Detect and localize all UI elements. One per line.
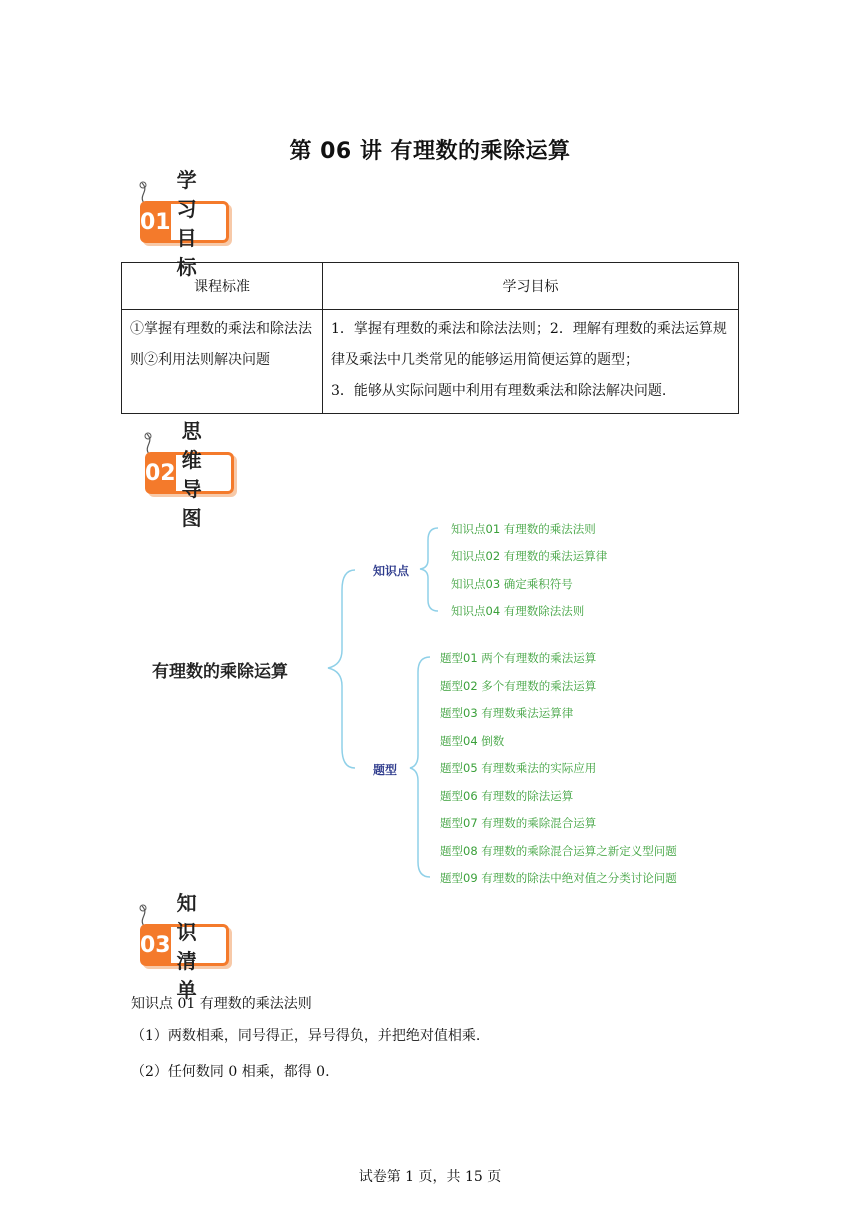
table-cell-standard: ①掌握有理数的乘法和除法法则②利用法则解决问题 [122,310,323,414]
section-number: 01 [140,201,171,243]
mindmap-knowledge-item: 知识点04 有理数除法法则 [451,604,585,618]
section-label: 知识清单 [171,924,229,966]
knowledge-rule: （2）任何数同 0 相乘，都得 0. [131,1064,330,1080]
mindmap-type-item: 题型03 有理数乘法运算律 [440,706,574,720]
objective-line: 1．掌握有理数的乘法和除法法则；2．理解有理数的乘法运算规律及乘法中几类常见的能够运用简便运算的题型； [331,321,727,368]
mindmap-type-node: 题型 [373,763,398,777]
knowledge-rule: （1）两数相乘，同号得正，异号得负，并把绝对值相乘. [131,1028,481,1044]
mindmap-root: 有理数的乘除运算 [152,662,288,682]
mindmap-type-item: 题型08 有理数的乘除混合运算之新定义型问题 [440,844,677,858]
mindmap-type-item: 题型01 两个有理数的乘法运算 [440,651,597,665]
mindmap-type-item: 题型02 多个有理数的乘法运算 [440,679,597,693]
mindmap-type-item: 题型07 有理数的乘除混合运算 [440,816,597,830]
table-header-objectives: 学习目标 [323,263,739,310]
mindmap-type-item: 题型05 有理数乘法的实际应用 [440,761,597,775]
mindmap-type-item: 题型04 倒数 [440,734,505,748]
section-number: 03 [140,924,171,966]
mindmap-knowledge-item: 知识点01 有理数的乘法法则 [451,522,596,536]
mindmap-type-item: 题型09 有理数的除法中绝对值之分类讨论问题 [440,871,677,885]
mindmap-type-item: 题型06 有理数的除法运算 [440,789,574,803]
page-title: 第 06 讲 有理数的乘除运算 [289,139,571,164]
knowledge-heading: 知识点 01 有理数的乘法法则 [131,996,312,1012]
mindmap-knowledge-node: 知识点 [373,564,410,578]
table-header-standard: 课程标准 [122,263,323,310]
section-label: 学习目标 [171,201,229,243]
mindmap-knowledge-item: 知识点02 有理数的乘法运算律 [451,549,608,563]
mindmap-knowledge-item: 知识点03 确定乘积符号 [451,577,573,591]
section-label: 思维导图 [176,452,234,494]
objective-line: 3．能够从实际问题中利用有理数乘法和除法解决问题. [331,383,667,399]
section-number: 02 [145,452,176,494]
page-footer: 试卷第 1 页，共 15 页 [358,1169,502,1185]
